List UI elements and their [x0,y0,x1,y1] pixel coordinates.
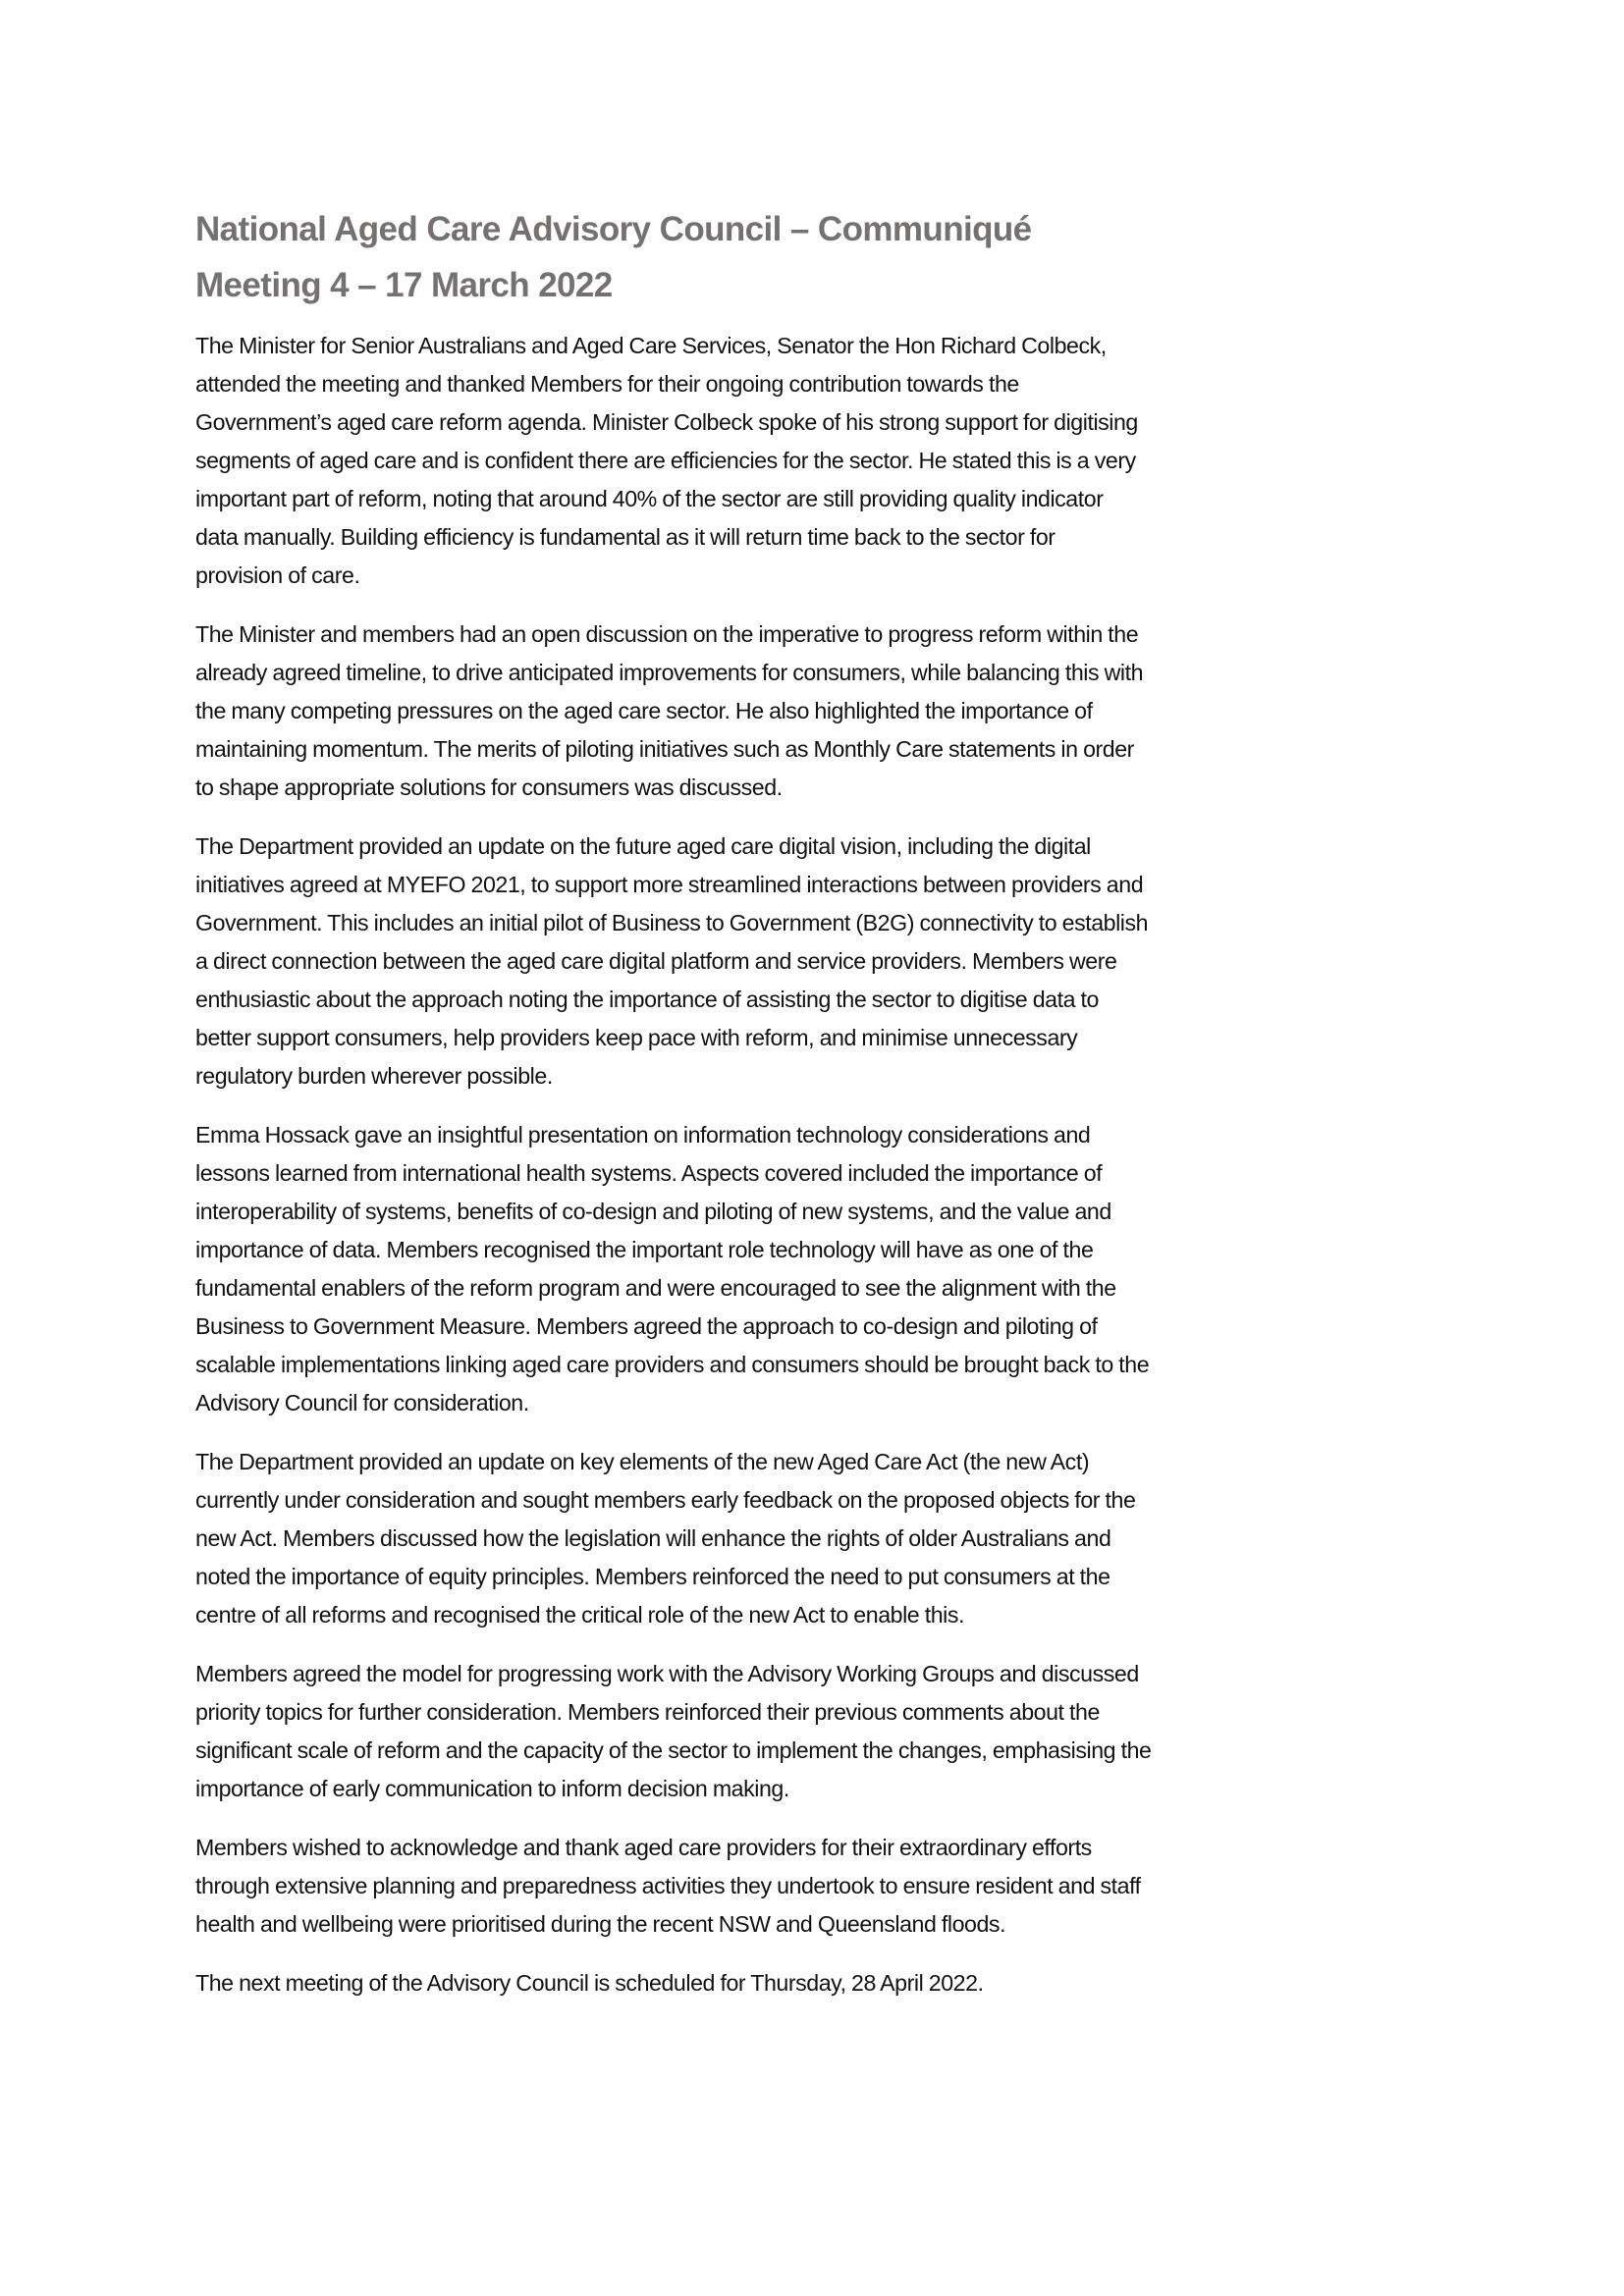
text-line: better support consumers, help providers keep pace with reform, and minimise unnecessary [195,1025,1078,1050]
text-line: a direct connection between the aged care digital platform and service providers. Members were [195,948,1117,974]
text-line: currently under consideration and sought members early feedback on the proposed objects for the [195,1487,1136,1513]
paragraph-minister-attendance [195,327,1442,595]
text-line: health and wellbeing were prioritised during the recent NSW and Queensland floods. [195,1911,1006,1937]
text-line: The Minister and members had an open discussion on the imperative to progress reform within the [195,621,1139,647]
text-line: fundamental enablers of the reform program and were encouraged to see the alignment with the [195,1275,1116,1301]
text-line: centre of all reforms and recognised the critical role of the new Act to enable this. [195,1602,964,1628]
text-line: Business to Government Measure. Members agreed the approach to co-design and piloting of [195,1313,1098,1339]
text-line: Government’s aged care reform agenda. Minister Colbeck spoke of his strong support for digitising [195,409,1138,435]
text-line: regulatory burden wherever possible. [195,1063,553,1089]
text-line: Government. This includes an initial pilot of Business to Government (B2G) connectivity to establish [195,910,1149,935]
title-line-communique: National Aged Care Advisory Council – Communiqué [195,210,1032,248]
text-line: important part of reform, noting that around 40% of the sector are still providing quality indicator [195,486,1104,511]
text-line: priority topics for further consideration. Members reinforced their previous comments about the [195,1699,1100,1725]
document-title [195,201,1433,313]
text-line: attended the meeting and thanked Members for their ongoing contribution towards the [195,371,1019,397]
text-line: noted the importance of equity principles. Members reinforced the need to put consumers at the [195,1564,1110,1589]
paragraph-new-aged-care-act [195,1443,1442,1634]
text-line: The Minister for Senior Australians and Aged Care Services, Senator the Hon Richard Colbeck, [195,333,1107,358]
document-body [195,327,1442,2023]
text-line: to shape appropriate solutions for consumers was discussed. [195,774,783,800]
paragraph-it-presentation [195,1116,1442,1422]
text-line: Members wished to acknowledge and thank aged care providers for their extraordinary efforts [195,1835,1092,1860]
text-line: significant scale of reform and the capacity of the sector to implement the changes, emphasising the [195,1737,1152,1763]
text-line: initiatives agreed at MYEFO 2021, to support more streamlined interactions between providers and [195,872,1144,897]
text-line: enthusiastic about the approach noting the importance of assisting the sector to digitise data to [195,987,1099,1012]
text-line: The next meeting of the Advisory Council is scheduled for Thursday, 28 April 2022. [195,1970,984,1996]
text-line: provision of care. [195,562,360,588]
text-line: data manually. Building efficiency is fundamental as it will return time back to the sector for [195,524,1056,550]
paragraph-working-groups [195,1655,1442,1808]
title-line-meeting-date: Meeting 4 – 17 March 2022 [195,266,613,304]
text-line: scalable implementations linking aged care providers and consumers should be brought back to the [195,1352,1150,1377]
text-line: lessons learned from international health systems. Aspects covered included the importance of [195,1160,1103,1186]
text-line: importance of data. Members recognised the important role technology will have as one of the [195,1237,1094,1262]
text-line: new Act. Members discussed how the legislation will enhance the rights of older Australians and [195,1525,1111,1551]
text-line: Advisory Council for consideration. [195,1390,529,1415]
paragraph-next-meeting [195,1964,1442,2002]
text-line: through extensive planning and preparedness activities they undertook to ensure resident and staff [195,1873,1141,1898]
text-line: The Department provided an update on key elements of the new Aged Care Act (the new Act) [195,1449,1090,1474]
paragraph-open-discussion [195,615,1442,807]
paragraph-digital-vision [195,828,1442,1095]
text-line: Members agreed the model for progressing work with the Advisory Working Groups and discussed [195,1661,1139,1686]
text-line: importance of early communication to inform decision making. [195,1776,789,1801]
text-line: segments of aged care and is confident there are efficiencies for the sector. He stated this is a very [195,448,1136,473]
text-line: the many competing pressures on the aged care sector. He also highlighted the importance of [195,698,1093,723]
text-line: The Department provided an update on the future aged care digital vision, including the digital [195,833,1091,859]
paragraph-floods-acknowledgement [195,1829,1442,1944]
text-line: Emma Hossack gave an insightful presentation on information technology considerations and [195,1122,1091,1148]
text-line: maintaining momentum. The merits of piloting initiatives such as Monthly Care statements in order [195,736,1134,762]
text-line: interoperability of systems, benefits of co-design and piloting of new systems, and the value and [195,1199,1111,1224]
text-line: already agreed timeline, to drive anticipated improvements for consumers, while balancing this with [195,660,1144,685]
